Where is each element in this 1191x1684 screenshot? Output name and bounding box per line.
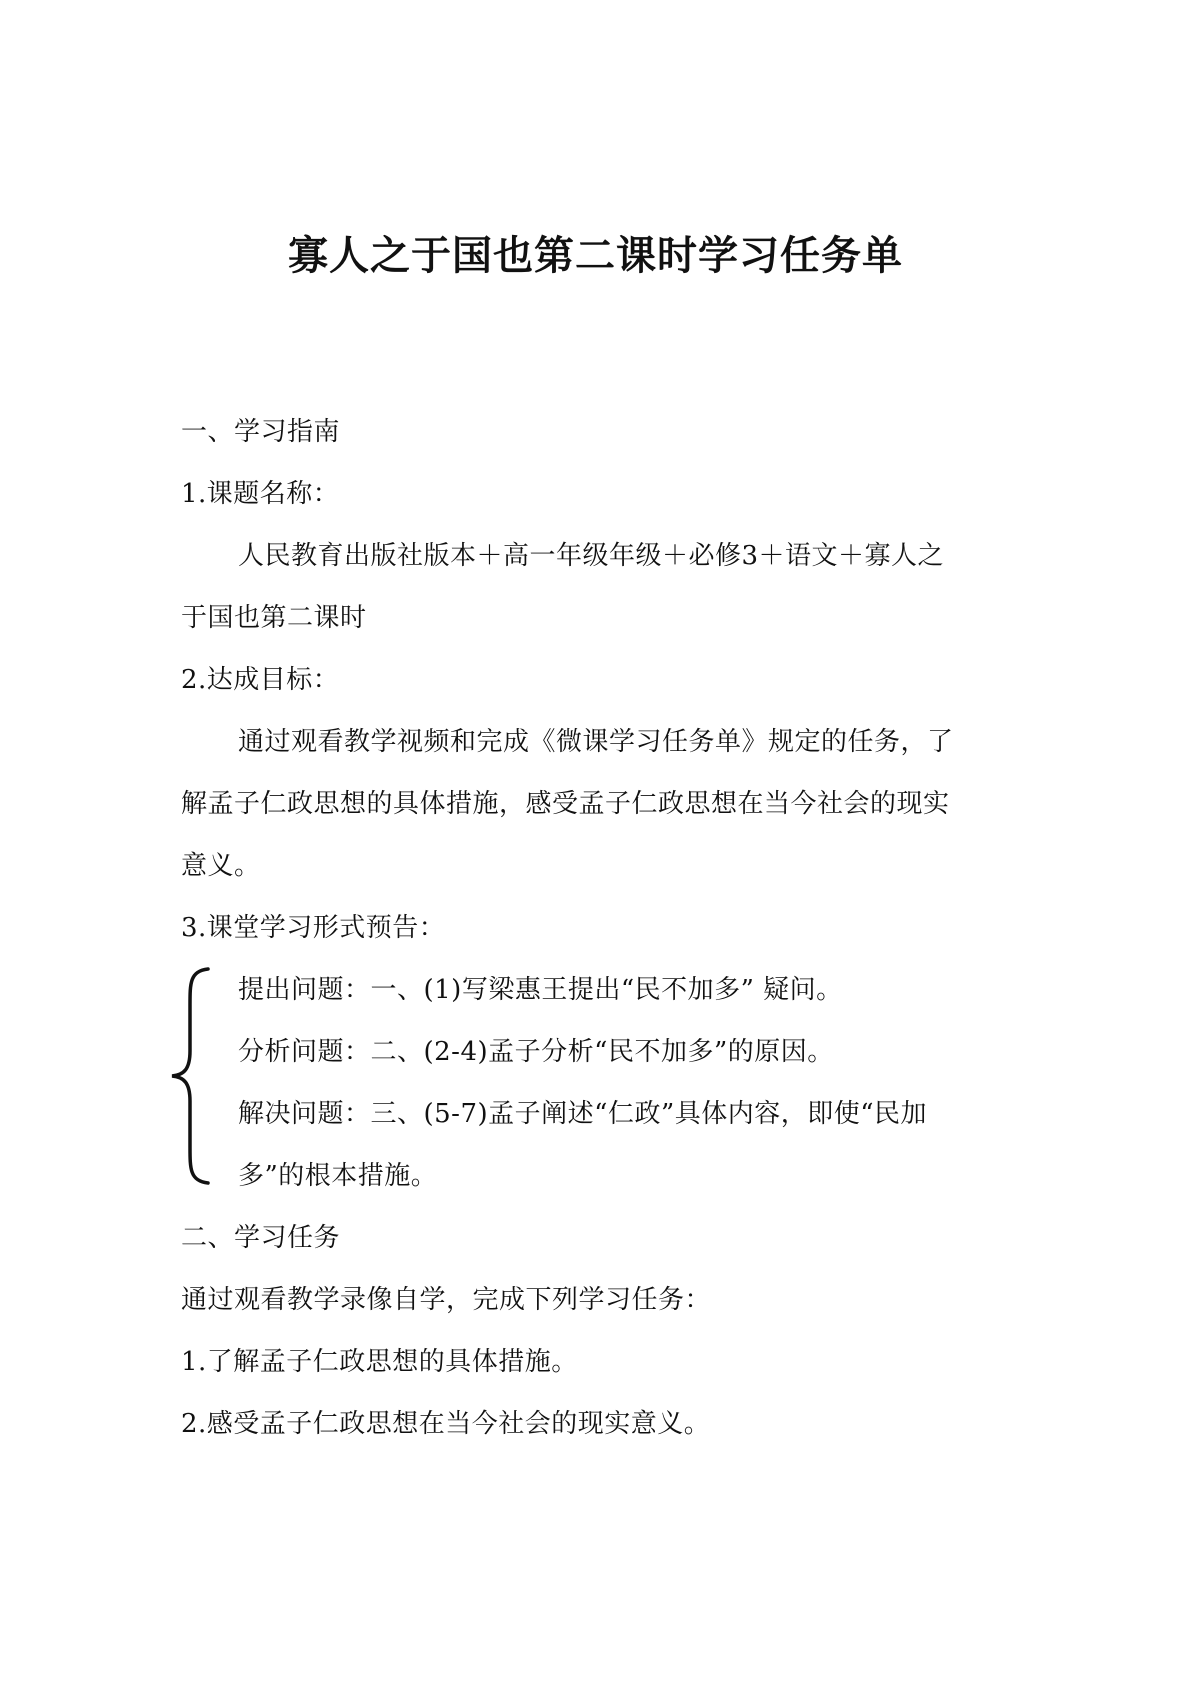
form-solve-question-line-1: 解决问题：三、(5-7)孟子阐述“仁政”具体内容，即使“民加 <box>238 1099 928 1129</box>
tasks-intro: 通过观看教学录像自学，完成下列学习任务： <box>181 1285 712 1315</box>
objective-text-line-3: 意义。 <box>181 851 261 881</box>
form-solve-question-line-2: 多”的根本措施。 <box>238 1161 438 1191</box>
section-heading-study-tasks: 二、学习任务 <box>181 1223 341 1253</box>
objective-text-line-1: 通过观看教学视频和完成《微课学习任务单》规定的任务，了 <box>238 727 954 757</box>
curly-brace-icon <box>168 965 212 1187</box>
form-analyze-question: 分析问题：二、(2-4)孟子分析“民不加多”的原因。 <box>238 1037 834 1067</box>
section-heading-study-guide: 一、学习指南 <box>181 417 341 447</box>
task-item-2: 2.感受孟子仁政思想在当今社会的现实意义。 <box>181 1409 711 1439</box>
form-raise-question: 提出问题：一、(1)写梁惠王提出“民不加多” 疑问。 <box>238 975 843 1005</box>
objective-text-line-2: 解孟子仁政思想的具体措施，感受孟子仁政思想在当今社会的现实 <box>181 789 950 819</box>
course-name-text-line-2: 于国也第二课时 <box>181 603 367 633</box>
course-name-text-line-1: 人民教育出版社版本＋高一年级年级＋必修3＋语文＋寡人之 <box>238 541 945 571</box>
item-objective-label: 2.达成目标： <box>181 665 340 695</box>
item-course-name-label: 1.课题名称： <box>181 479 340 509</box>
item-class-forms-label: 3.课堂学习形式预告： <box>181 913 446 943</box>
task-item-1: 1.了解孟子仁政思想的具体措施。 <box>181 1347 578 1377</box>
page-title: 寡人之于国也第二课时学习任务单 <box>288 233 903 279</box>
